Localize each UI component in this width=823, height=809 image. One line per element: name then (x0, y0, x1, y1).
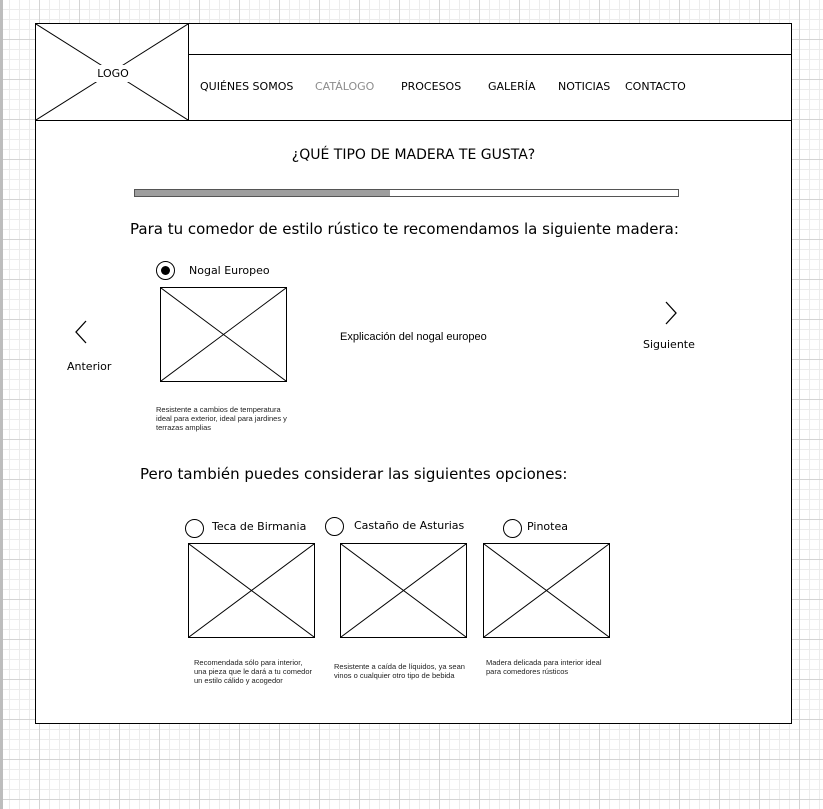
radio-nogal-europeo[interactable] (156, 261, 175, 280)
alternative-caption-pinotea: Madera delicada para interior ideal para comedores rústicos (486, 658, 602, 676)
nav-item-catalogo[interactable]: CATÁLOGO (315, 80, 375, 93)
placeholder-cross-icon (341, 544, 466, 637)
recommended-explanation: Explicación del nogal europeo (340, 331, 487, 343)
next-button[interactable]: Siguiente (643, 338, 695, 351)
option-label-castano-de-asturias: Castaño de Asturias (354, 519, 465, 532)
option-label-nogal-europeo: Nogal Europeo (189, 264, 270, 277)
image-placeholder-nogal-europeo (160, 287, 287, 382)
alternative-caption-teca-de-birmania: Recomendada sólo para interior, una pieza que le dará a tu comedor un estilo cálido y acogedor (194, 658, 312, 685)
nav-item-contacto[interactable]: CONTACTO (625, 80, 686, 93)
page-title: ¿QUÉ TIPO DE MADERA TE GUSTA? (291, 147, 536, 163)
placeholder-cross-icon (189, 544, 314, 637)
placeholder-cross-icon (161, 288, 286, 381)
image-placeholder-castano-de-asturias (340, 543, 467, 638)
recommendation-heading: Para tu comedor de estilo rústico te recomendamos la siguiente madera: (130, 220, 679, 238)
header-bottom-border (35, 120, 792, 121)
nav-item-noticias[interactable]: NOTICIAS (558, 80, 611, 93)
chevron-right-icon[interactable] (661, 299, 681, 327)
alternatives-heading: Pero también puedes considerar las siguientes opciones: (140, 465, 568, 483)
placeholder-cross-icon (484, 544, 609, 637)
option-label-pinotea: Pinotea (527, 520, 568, 533)
header-divider (189, 54, 792, 55)
alternative-caption-castano-de-asturias: Resistente a caída de líquidos, ya sean vinos o cualquier otro tipo de bebida (334, 662, 465, 680)
nav-item-procesos[interactable]: PROCESOS (401, 80, 462, 93)
radio-pinotea[interactable] (503, 519, 522, 538)
recommended-caption: Resistente a cambios de temperatura ideal para exterior, ideal para jardines y terrazas amplias (156, 405, 287, 432)
canvas-edge (0, 0, 3, 809)
chevron-left-icon[interactable] (72, 318, 92, 346)
radio-teca-de-birmania[interactable] (185, 519, 204, 538)
logo-label: LOGO (93, 65, 133, 82)
logo-placeholder[interactable] (35, 23, 189, 121)
progress-bar (134, 189, 679, 197)
radio-castano-de-asturias[interactable] (325, 517, 344, 536)
nav-item-quienes-somos[interactable]: QUIÉNES SOMOS (200, 80, 294, 93)
progress-bar-fill (135, 190, 390, 196)
nav-item-galeria[interactable]: GALERÍA (488, 80, 536, 93)
image-placeholder-teca-de-birmania (188, 543, 315, 638)
image-placeholder-pinotea (483, 543, 610, 638)
prev-button[interactable]: Anterior (67, 360, 112, 373)
option-label-teca-de-birmania: Teca de Birmania (212, 520, 307, 533)
